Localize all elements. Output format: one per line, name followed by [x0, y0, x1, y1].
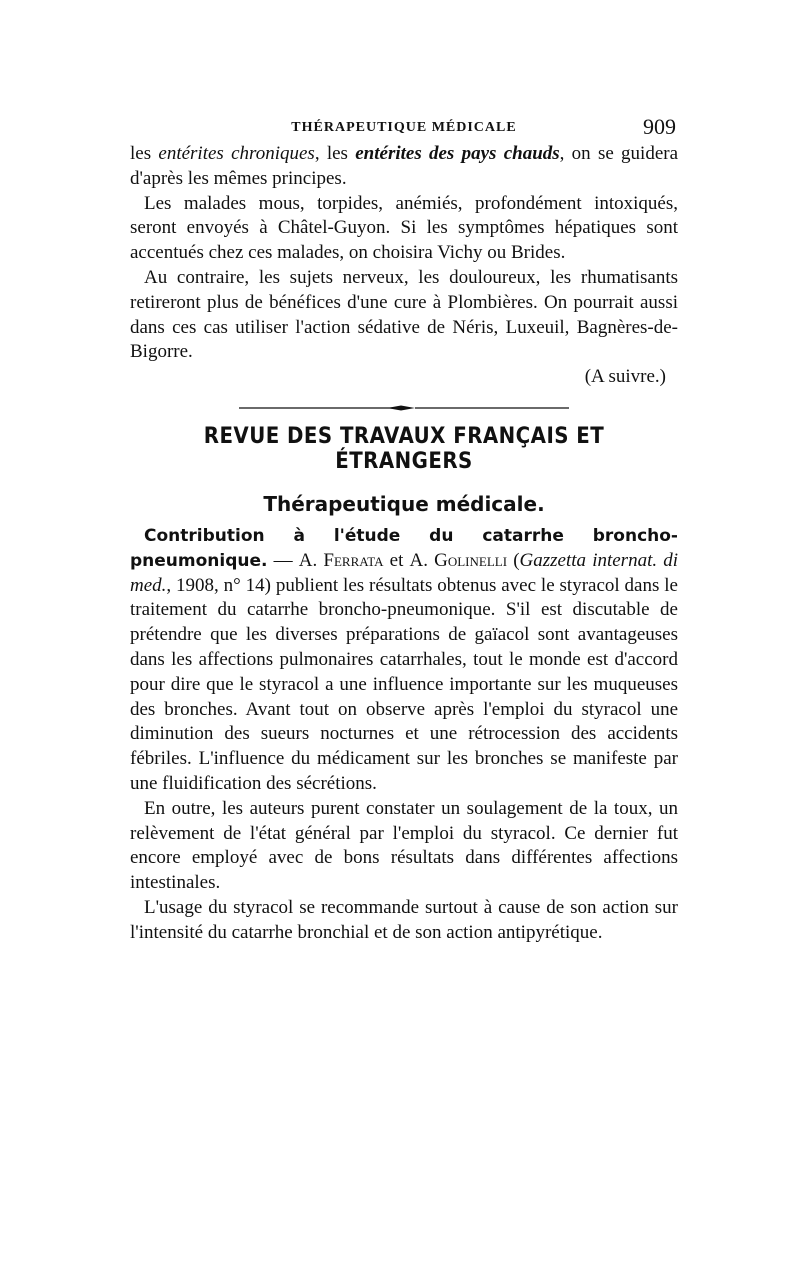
to-be-continued: (A suivre.): [584, 366, 666, 388]
paragraph-au-contraire: Au contraire, les sujets nerveux, les douloureux, les rhumatisants retireront plus de bénéfices d'une cure à Plombières. On pourrait aussi dans ces cas utiliser l'action sédative de Néris, Luxeuil, Bagnères-de-Bigorre.: [130, 266, 678, 363]
running-title: THÉRAPEUTIQUE MÉDICALE: [291, 120, 517, 135]
paragraph-enterites: [130, 142, 678, 192]
section-divider: [130, 404, 678, 412]
author-name: A. Ferrata: [298, 549, 384, 571]
divider-ornament-icon: [239, 404, 569, 412]
text: , les: [314, 143, 356, 164]
term-enterites-pays-chauds: entérites des pays chauds: [355, 143, 560, 164]
text: les: [130, 143, 159, 164]
paragraph-malades-mous: Les malades mous, torpides, anémiés, profondément intoxiqués, seront envoyés à Châtel-Guyon. Si les symptômes hépatiques sont accentués chez ces malades, on choisira Vichy ou Brides.: [130, 192, 678, 264]
text: , on se guidera d'après les mêmes principes.: [130, 143, 679, 189]
author-name: A. Golinelli: [409, 549, 508, 571]
citation: , 1908, n° 14): [166, 574, 271, 596]
article-title: Contribution à l'étude du catarrhe broncho-pneumonique.: [130, 525, 678, 571]
text: —: [267, 549, 299, 571]
text: (: [507, 549, 520, 571]
journal-title: Gazzetta internat. di med.: [130, 549, 679, 596]
running-head: [130, 108, 678, 142]
page-number: 909: [643, 114, 676, 139]
subsection-title: Thérapeutique médicale.: [263, 491, 545, 516]
page: [130, 108, 678, 946]
text: publient les résultats obtenus avec le styracol dans le traitement du catarrhe broncho-pneumonique. S'il est discutable de prétendre que les diverses préparations de gaïacol sont avantageuses dans les affections pulmonaires catarrhales, tout le monde est d'accord pour dire que le styracol a une influence importante sur les muqueuses des bronches. Avant tout on observe après l'emploi du styracol une diminution des sueurs nocturnes et une rétrocession des accidents fébriles. L'influence du médicament sur les bronches se manifeste par une fluidification des sécrétions.: [130, 574, 678, 794]
paragraph-en-outre: En outre, les auteurs purent constater un soulagement de la toux, un relèvement de l'état général par l'emploi du styracol. Ce dernier fut encore employé avec de bons résultats dans différentes affections intestinales.: [130, 797, 678, 894]
text: et: [383, 549, 410, 571]
term-enterites-chroniques: entérites chroniques: [158, 143, 315, 164]
article-paragraph: [130, 524, 678, 797]
section-title: REVUE DES TRAVAUX FRANÇAIS ET ÉTRANGERS: [203, 423, 605, 474]
paragraph-usage: L'usage du styracol se recommande surtout à cause de son action sur l'intensité du catarrhe bronchial et de son action antipyrétique.: [130, 896, 678, 943]
